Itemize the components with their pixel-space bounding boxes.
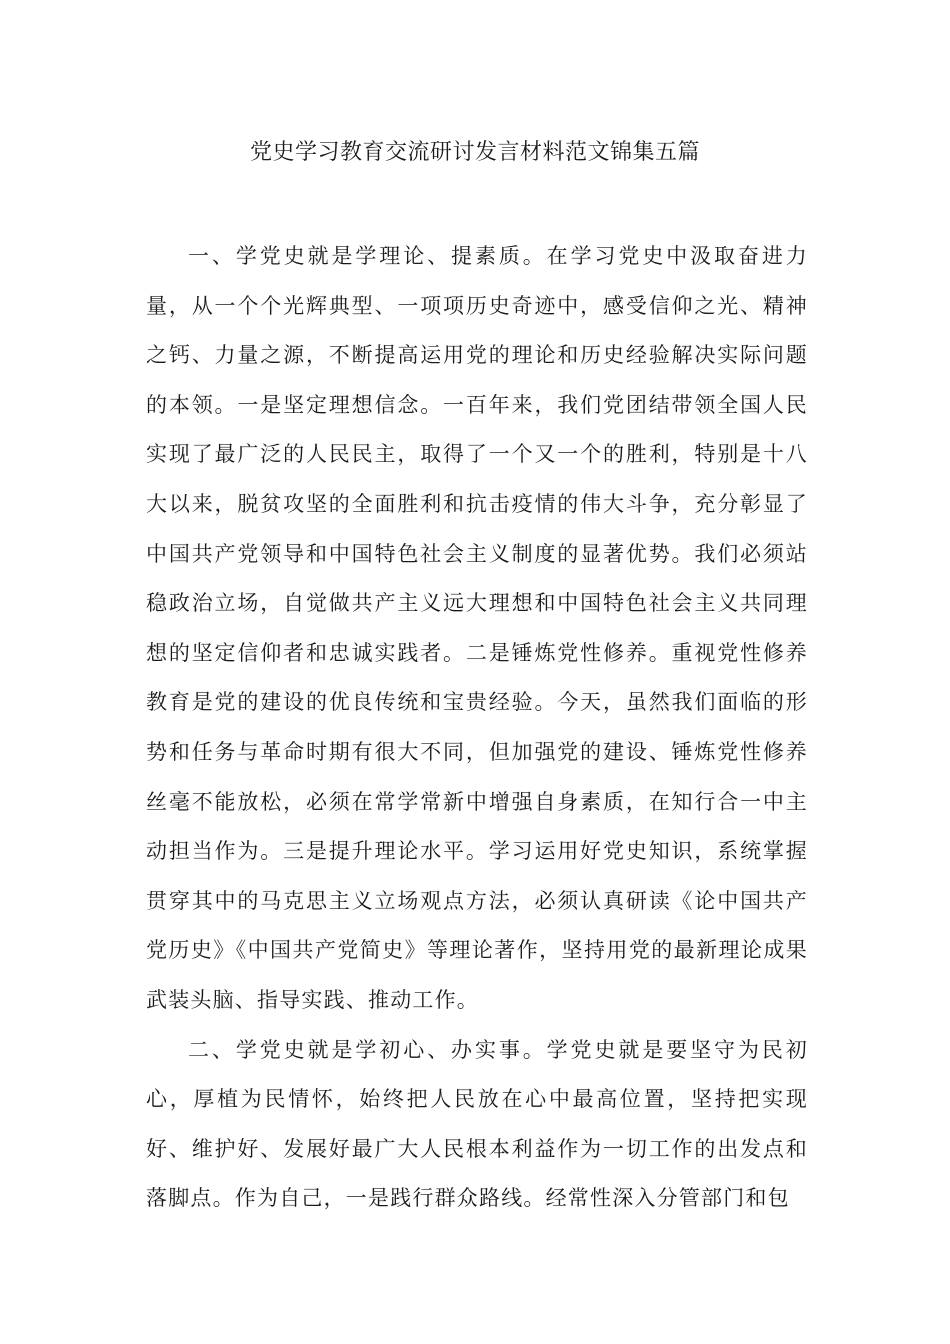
document-body: [146, 232, 808, 1224]
paragraph-2: 二、学党史就是学初心、办实事。学党史就是要坚守为民初心，厚植为民情怀，始终把人民放在心中最高位置，坚持把实现好、维护好、发展好最广大人民根本利益作为一切工作的出发点和落脚点。作为自己，一是践行群众路线。经常性深入分管部门和包: [146, 1037, 808, 1211]
document-title: 党史学习教育交流研讨发言材料范文锦集五篇: [249, 140, 700, 165]
paragraph-1: 一、学党史就是学理论、提素质。在学习党史中汲取奋进力量，从一个个光辉典型、一项项历史奇迹中，感受信仰之光、精神之钙、力量之源，不断提高运用党的理论和历史经验解决实际问题的本领。一是坚定理想信念。一百年来，我们党团结带领全国人民实现了最广泛的人民民主，取得了一个又一个的胜利，特别是十八大以来，脱贫攻坚的全面胜利和抗击疫情的伟大斗争，充分彰显了中国共产党领导和中国特色社会主义制度的显著优势。我们必须站稳政治立场，自觉做共产主义远大理想和中国特色社会主义共同理想的坚定信仰者和忠诚实践者。二是锤炼党性修养。重视党性修养教育是党的建设的优良传统和宝贵经验。今天，虽然我们面临的形势和任务与革命时期有很大不同，但加强党的建设、锤炼党性修养丝毫不能放松，必须在常学常新中增强自身素质，在知行合一中主动担当作为。三是提升理论水平。学习运用好党史知识，系统掌握贯穿其中的马克思主义立场观点方法，必须认真研读《论中国共产党历史》《中国共产党简史》等理论著作，坚持用党的最新理论成果武装头脑、指导实践、推动工作。: [146, 244, 808, 1012]
